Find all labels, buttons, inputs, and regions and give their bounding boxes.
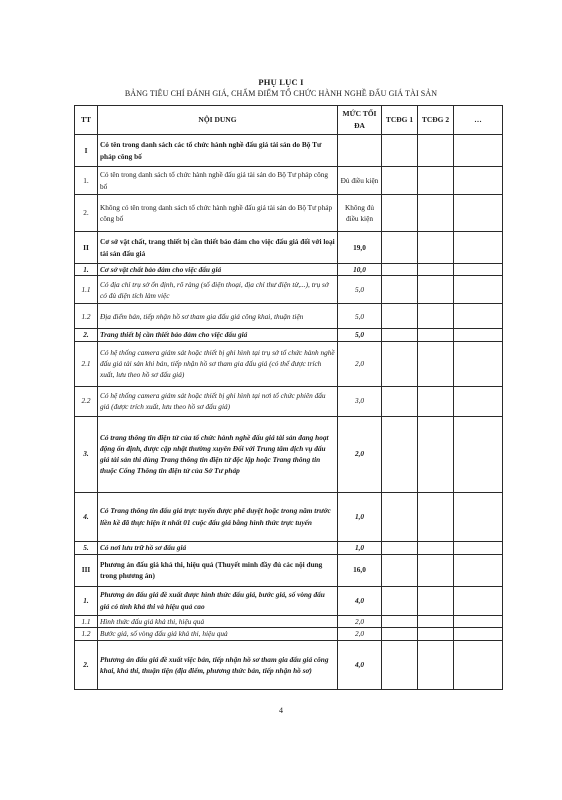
row-tcdg1 <box>382 627 418 640</box>
row-tt: 1. <box>75 264 98 276</box>
row-max: 4,0 <box>338 640 382 689</box>
table-row <box>75 541 503 554</box>
row-tt: 1.1 <box>75 615 98 627</box>
row-tt: 2. <box>75 329 98 341</box>
criteria-table <box>74 105 503 690</box>
row-content: Không có tên trong danh sách tổ chức hành nghề đấu giá tài sản do Bộ Tư pháp công bố <box>98 195 338 232</box>
row-max: 10,0 <box>338 264 382 276</box>
row-tt: 1. <box>75 586 98 615</box>
row-tcdg2 <box>418 276 454 304</box>
row-tcdg1 <box>382 195 418 232</box>
row-tcdg1 <box>382 416 418 492</box>
row-tcdg1 <box>382 135 418 167</box>
header-tt: TT <box>75 106 98 135</box>
row-more <box>454 264 503 276</box>
header-more: … <box>454 106 503 135</box>
row-more <box>454 492 503 541</box>
table-row <box>75 640 503 689</box>
row-more <box>454 276 503 304</box>
row-tt: 2. <box>75 195 98 232</box>
row-tcdg2 <box>418 586 454 615</box>
row-tcdg1 <box>382 554 418 586</box>
row-tcdg2 <box>418 232 454 264</box>
row-max: Đủ điều kiện <box>338 167 382 195</box>
row-tcdg1 <box>382 586 418 615</box>
page-subtitle: BẢNG TIÊU CHÍ ĐÁNH GIÁ, CHẤM ĐIỂM TỔ CHỨC HÀNH NGHỀ ĐẤU GIÁ TÀI SẢN <box>124 89 438 98</box>
row-more <box>454 341 503 386</box>
row-content: Phương án đấu giá đề xuất việc bán, tiếp nhận hồ sơ tham gia đấu giá công khai, khả thi, thuận tiện (địa điểm, phương thức bán, tiếp nhận hồ sơ) <box>98 640 338 689</box>
table-row <box>75 554 503 586</box>
row-max: 1,0 <box>338 541 382 554</box>
row-max: 5,0 <box>338 329 382 341</box>
row-more <box>454 554 503 586</box>
table-row <box>75 232 503 264</box>
row-more <box>454 135 503 167</box>
row-more <box>454 386 503 416</box>
row-more <box>454 627 503 640</box>
row-content: Có địa chỉ trụ sở ổn định, rõ ràng (số điện thoại, địa chỉ thư điện tử,...), trụ sở có đủ diện tích làm việc <box>98 276 338 304</box>
row-tcdg1 <box>382 492 418 541</box>
table-row <box>75 416 503 492</box>
row-tcdg2 <box>418 329 454 341</box>
row-tt: I <box>75 135 98 167</box>
row-max: 16,0 <box>338 554 382 586</box>
row-content: Có hệ thống camera giám sát hoặc thiết bị ghi hình tại nơi tổ chức phiên đấu giá (được trích xuất, lưu theo hồ sơ đấu giá) <box>98 386 338 416</box>
row-more <box>454 304 503 329</box>
row-max: 2,0 <box>338 615 382 627</box>
table-row <box>75 135 503 167</box>
row-tt: 1.2 <box>75 304 98 329</box>
row-content: Phương án đấu giá đề xuất được hình thức đấu giá, bước giá, số vòng đấu giá có tính khả thi và hiệu quả cao <box>98 586 338 615</box>
row-max: Không đủ điều kiện <box>338 195 382 232</box>
page-title: PHỤ LỤC I <box>258 77 304 87</box>
row-more <box>454 416 503 492</box>
row-content: Cơ sở vật chất, trang thiết bị cần thiết bảo đảm cho việc đấu giá đối với loại tài sản đấu giá <box>98 232 338 264</box>
row-tcdg2 <box>418 554 454 586</box>
row-tt: 5. <box>75 541 98 554</box>
row-max: 4,0 <box>338 586 382 615</box>
row-tt: 1.1 <box>75 276 98 304</box>
row-content: Cơ sở vật chất bảo đảm cho việc đấu giá <box>98 264 338 276</box>
row-more <box>454 615 503 627</box>
table-row <box>75 586 503 615</box>
row-tcdg2 <box>418 492 454 541</box>
row-tcdg1 <box>382 615 418 627</box>
row-tt: 2.2 <box>75 386 98 416</box>
row-tt: 1. <box>75 167 98 195</box>
row-content: Có hệ thống camera giám sát hoặc thiết bị ghi hình tại trụ sở tổ chức hành nghề đấu giá tài sản khi bán, tiếp nhận hồ sơ tham gia đấu giá (có thể được trích xuất, lưu theo hồ sơ đấu giá) <box>98 341 338 386</box>
row-tcdg1 <box>382 304 418 329</box>
table-row <box>75 341 503 386</box>
row-tcdg1 <box>382 329 418 341</box>
row-tt: 4. <box>75 492 98 541</box>
row-tt: 1.2 <box>75 627 98 640</box>
row-max <box>338 135 382 167</box>
row-tcdg2 <box>418 640 454 689</box>
row-tcdg2 <box>418 195 454 232</box>
table-row <box>75 329 503 341</box>
row-more <box>454 640 503 689</box>
table-row <box>75 167 503 195</box>
row-content: Có nơi lưu trữ hồ sơ đấu giá <box>98 541 338 554</box>
row-more <box>454 167 503 195</box>
row-more <box>454 195 503 232</box>
page-number: 4 <box>279 706 283 715</box>
row-tcdg2 <box>418 341 454 386</box>
row-content: Có tên trong danh sách các tổ chức hành nghề đấu giá tài sản do Bộ Tư pháp công bố <box>98 135 338 167</box>
header-max: MỨC TỐI ĐA <box>338 106 382 135</box>
row-content: Hình thức đấu giá khả thi, hiệu quả <box>98 615 338 627</box>
row-tcdg2 <box>418 167 454 195</box>
row-tt: 3. <box>75 416 98 492</box>
row-tcdg1 <box>382 167 418 195</box>
table-row <box>75 627 503 640</box>
header-tcdg2: TCĐG 2 <box>418 106 454 135</box>
row-max: 1,0 <box>338 492 382 541</box>
row-content: Có tên trong danh sách tổ chức hành nghề đấu giá tài sản do Bộ Tư pháp công bố <box>98 167 338 195</box>
row-tcdg2 <box>418 264 454 276</box>
row-tcdg1 <box>382 386 418 416</box>
row-content: Có trang thông tin điện tử của tổ chức hành nghề đấu giá tài sản đang hoạt động ổn định, được cập nhật thường xuyên Đối với Trung tâm dịch vụ đấu giá tài sản thì dùng Trang thông tin điện tử độc lập hoặc Trang thông tin thuộc Cổng Thông tin điện tử của Sở Tư pháp <box>98 416 338 492</box>
table-row <box>75 195 503 232</box>
row-more <box>454 586 503 615</box>
row-max: 5,0 <box>338 276 382 304</box>
row-content: Có Trang thông tin đấu giá trực tuyến được phê duyệt hoặc trong năm trước liền kề đã thực hiện ít nhất 01 cuộc đấu giá bằng hình thức trực tuyến <box>98 492 338 541</box>
header-tcdg1: TCĐG 1 <box>382 106 418 135</box>
table-header-row <box>75 106 503 135</box>
row-max: 5,0 <box>338 304 382 329</box>
row-tt: III <box>75 554 98 586</box>
row-more <box>454 541 503 554</box>
row-tcdg1 <box>382 541 418 554</box>
row-max: 19,0 <box>338 232 382 264</box>
row-more <box>454 232 503 264</box>
row-tcdg1 <box>382 640 418 689</box>
row-max: 3,0 <box>338 386 382 416</box>
row-tcdg2 <box>418 135 454 167</box>
row-max: 2,0 <box>338 627 382 640</box>
row-tcdg2 <box>418 541 454 554</box>
row-max: 2,0 <box>338 341 382 386</box>
table-row <box>75 492 503 541</box>
row-content: Bước giá, số vòng đấu giá khả thi, hiệu quả <box>98 627 338 640</box>
row-tcdg2 <box>418 627 454 640</box>
row-tcdg1 <box>382 341 418 386</box>
row-tt: 2. <box>75 640 98 689</box>
row-more <box>454 329 503 341</box>
table-row <box>75 304 503 329</box>
table-row <box>75 386 503 416</box>
row-max: 2,0 <box>338 416 382 492</box>
row-content: Phương án đấu giá khả thi, hiệu quả (Thuyết minh đầy đủ các nội dung trong phương án) <box>98 554 338 586</box>
row-tcdg2 <box>418 416 454 492</box>
table-row <box>75 264 503 276</box>
row-tt: 2.1 <box>75 341 98 386</box>
header-content: NỘI DUNG <box>98 106 338 135</box>
row-tcdg2 <box>418 615 454 627</box>
row-tcdg2 <box>418 386 454 416</box>
table-row <box>75 615 503 627</box>
row-tcdg1 <box>382 232 418 264</box>
row-content: Trang thiết bị cần thiết bảo đảm cho việc đấu giá <box>98 329 338 341</box>
table-row <box>75 276 503 304</box>
row-tt: II <box>75 232 98 264</box>
row-tcdg1 <box>382 264 418 276</box>
row-tcdg2 <box>418 304 454 329</box>
row-tcdg1 <box>382 276 418 304</box>
row-content: Địa điểm bán, tiếp nhận hồ sơ tham gia đấu giá công khai, thuận tiện <box>98 304 338 329</box>
